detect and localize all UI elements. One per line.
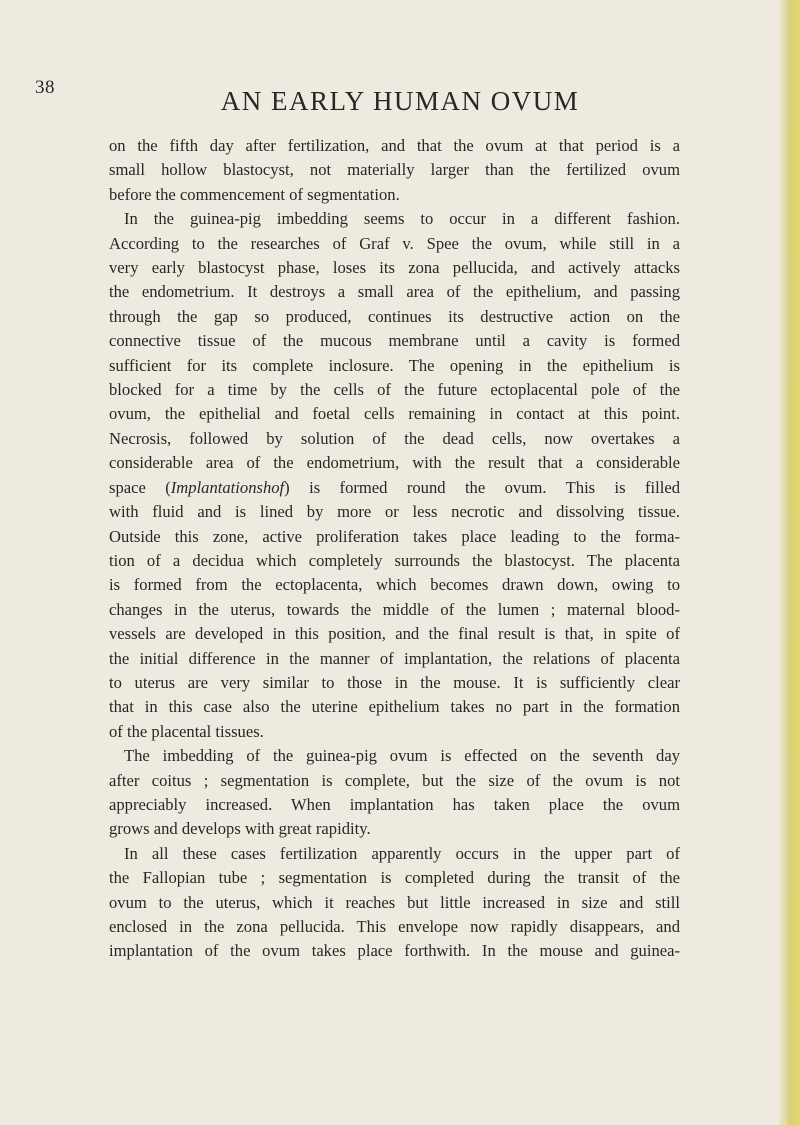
- body-text: [109, 134, 680, 964]
- text-line: ovum, the epithelial and foetal cells remaining in contact at this point.: [109, 404, 680, 424]
- page-number: 38: [35, 77, 55, 98]
- text-line: appreciably increased. When implantation has taken place the ovum: [109, 794, 680, 814]
- text-line: The imbedding of the guinea-pig ovum is effected on the seventh day: [124, 746, 680, 766]
- page-edge-stain: [778, 0, 800, 1125]
- text-line: implantation of the ovum takes place forthwith. In the mouse and guinea-: [109, 941, 680, 961]
- text-line: after coitus ; segmentation is complete, but the size of the ovum is not: [109, 770, 680, 790]
- text-line: that in this case also the uterine epithelium takes no part in the formation: [109, 697, 680, 717]
- text-line: before the commencement of segmentation.: [109, 184, 400, 204]
- text-line: Necrosis, followed by solution of the dead cells, now overtakes a: [109, 428, 680, 448]
- text-line: with fluid and is lined by more or less necrotic and dissolving tissue.: [109, 502, 680, 522]
- text-line: considerable area of the endometrium, with the result that a considerable: [109, 453, 680, 473]
- text-line: to uterus are very similar to those in the mouse. It is sufficiently clear: [109, 672, 680, 692]
- text-line: space (Implantationshof) is formed round the ovum. This is filled: [109, 477, 680, 497]
- text-line: According to the researches of Graf v. Spee the ovum, while still in a: [109, 233, 680, 253]
- text-line: Outside this zone, active proliferation takes place leading to the forma-: [109, 526, 680, 546]
- text-line: of the placental tissues.: [109, 721, 264, 741]
- text-line: blocked for a time by the cells of the future ectoplacental pole of the: [109, 380, 680, 400]
- text-line: small hollow blastocyst, not materially larger than the fertilized ovum: [109, 160, 680, 180]
- paragraph: [109, 744, 680, 842]
- paragraph: [109, 207, 680, 744]
- running-head: AN EARLY HUMAN OVUM: [220, 86, 580, 116]
- text-line: changes in the uterus, towards the middle of the lumen ; maternal blood-: [109, 599, 680, 619]
- text-line: tion of a decidua which completely surrounds the blastocyst. The placenta: [109, 550, 680, 570]
- text-line: on the fifth day after fertilization, and that the ovum at that period is a: [109, 136, 680, 155]
- text-line: sufficient for its complete inclosure. The opening in the epithelium is: [109, 355, 680, 375]
- text-line: through the gap so produced, continues its destructive action on the: [109, 306, 680, 326]
- text-line: grows and develops with great rapidity.: [109, 819, 371, 839]
- text-line: ovum to the uterus, which it reaches but little increased in size and still: [109, 892, 680, 912]
- text-line: the endometrium. It destroys a small area of the epithelium, and passing: [109, 282, 680, 302]
- text-line: vessels are developed in this position, and the final result is that, in spite of: [109, 624, 680, 644]
- text-line: enclosed in the zona pellucida. This envelope now rapidly disappears, and: [109, 917, 680, 936]
- text-line: very early blastocyst phase, loses its zona pellucida, and actively attacks: [109, 258, 680, 278]
- text-line: is formed from the ectoplacenta, which becomes drawn down, owing to: [109, 575, 680, 595]
- text-line: In all these cases fertilization apparently occurs in the upper part of: [124, 843, 680, 863]
- text-line: the Fallopian tube ; segmentation is completed during the transit of the: [109, 868, 680, 888]
- text-line: the initial difference in the manner of implantation, the relations of placenta: [109, 648, 680, 668]
- paragraph: [109, 842, 680, 964]
- paragraph: [109, 134, 680, 207]
- text-line: In the guinea-pig imbedding seems to occur in a different fashion.: [124, 209, 680, 229]
- text-line: connective tissue of the mucous membrane until a cavity is formed: [109, 331, 680, 351]
